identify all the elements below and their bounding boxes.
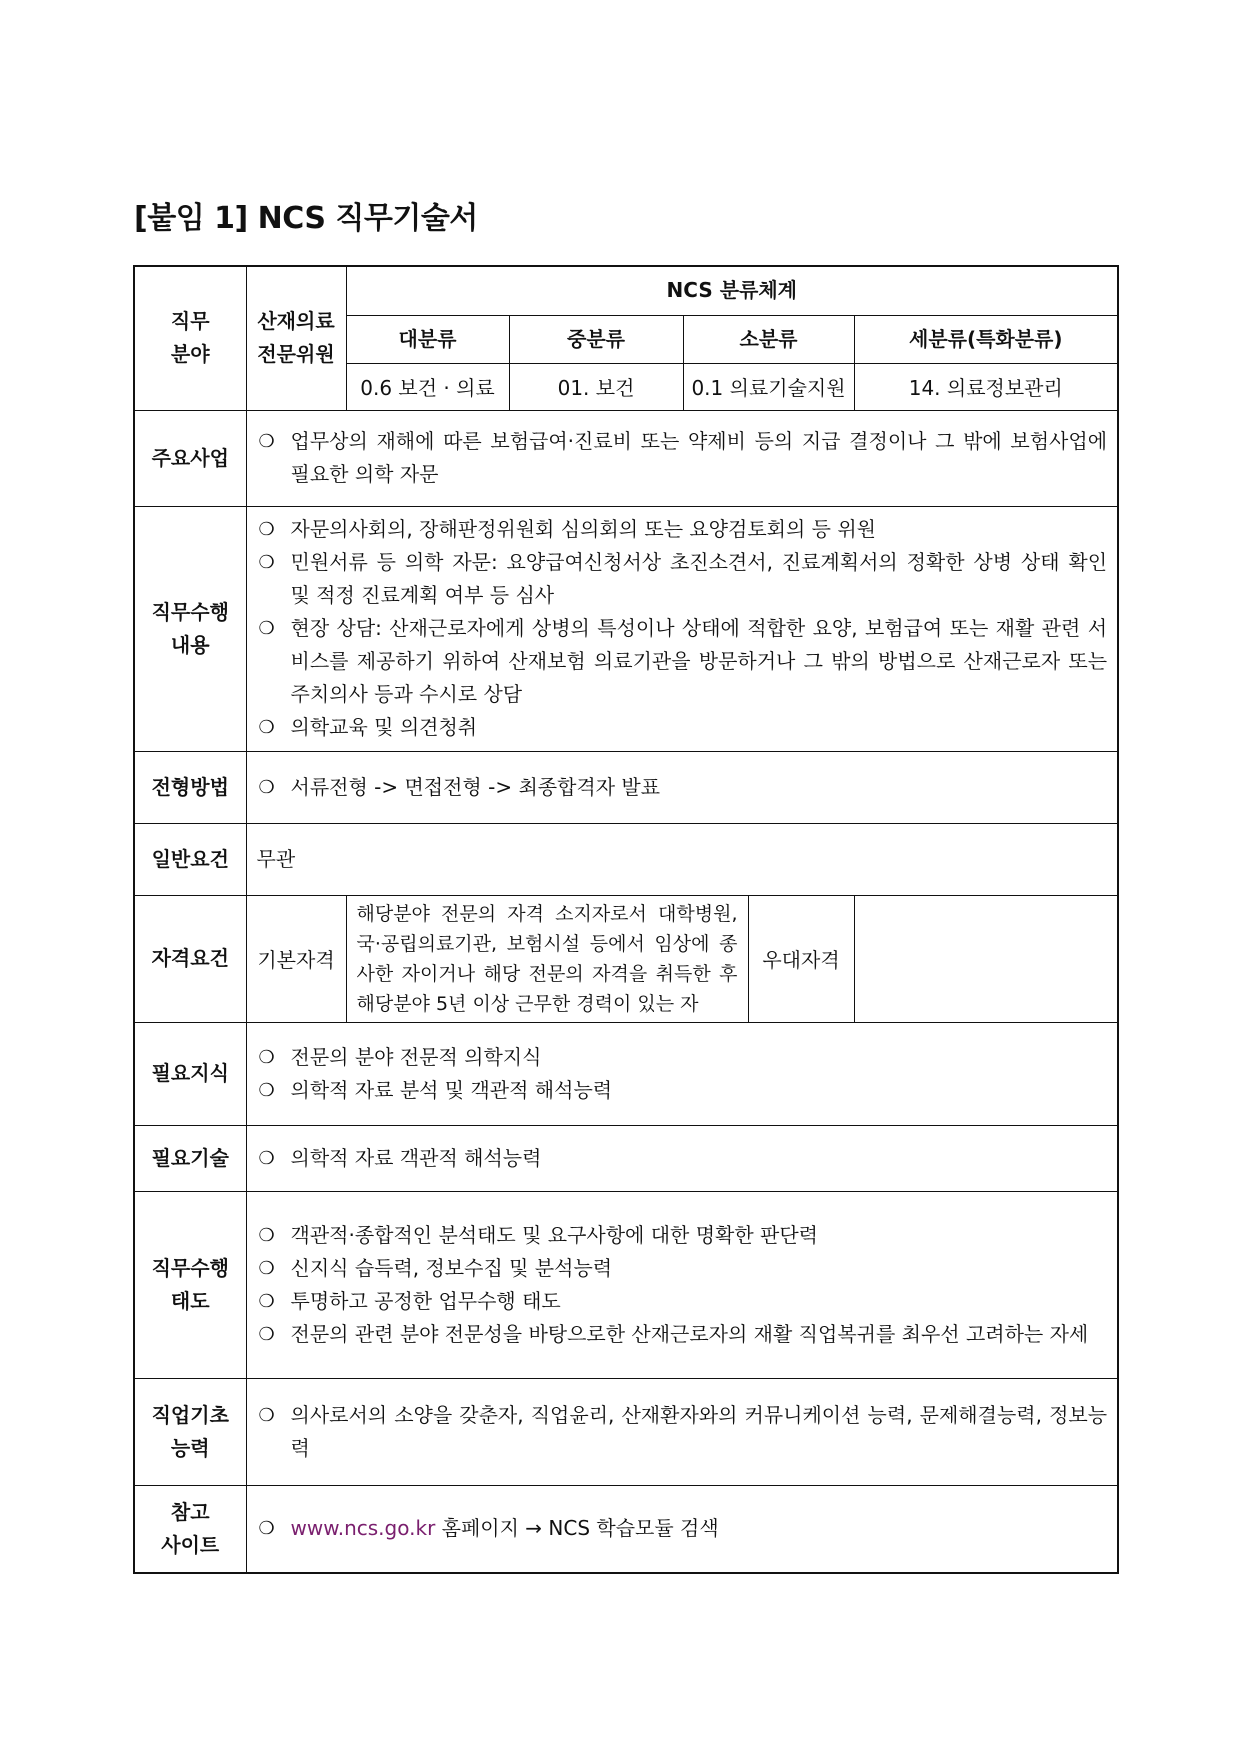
list-item: ❍ 현장 상담: 산재근로자에게 상병의 특성이나 상태에 적합한 요양, 보험급여 또는 재활 관련 서비스를 제공하기 위하여 산재보험 의료기관을 방문하거나 그 밖의 방법으로 산재근로자 또는 주치의사 등과 수시로 상담 bbox=[259, 612, 1108, 711]
job-field-label: 직무 분야 bbox=[134, 266, 246, 410]
list-item: ❍ 민원서류 등 의학 자문: 요양급여신청서상 초진소견서, 진료계획서의 정확한 상병 상태 확인 및 적정 진료계획 여부 등 심사 bbox=[259, 546, 1108, 612]
main-business-content bbox=[246, 410, 1118, 506]
cat-header-detail: 세분류(특화분류) bbox=[854, 315, 1118, 363]
basic-qualification-label: 기본자격 bbox=[246, 895, 346, 1022]
list-item: ❍ 신지식 습득력, 정보수집 및 분석능력 bbox=[259, 1252, 1108, 1285]
attitude-content bbox=[246, 1191, 1118, 1378]
preferred-qualification-value bbox=[854, 895, 1118, 1022]
selection-label: 전형방법 bbox=[134, 751, 246, 823]
duties-label: 직무수행 내용 bbox=[134, 506, 246, 751]
list-item: ❍ 객관적·종합적인 분석태도 및 요구사항에 대한 명확한 판단력 bbox=[259, 1219, 1108, 1252]
cat-header-major: 대분류 bbox=[346, 315, 509, 363]
list-item: ❍ 의사로서의 소양을 갖춘자, 직업윤리, 산재환자와의 커뮤니케이션 능력, 문제해결능력, 정보능력 bbox=[259, 1399, 1108, 1465]
list-item: ❍ 투명하고 공정한 업무수행 태도 bbox=[259, 1285, 1108, 1318]
list-item: ❍ 자문의사회의, 장해판정위원회 심의회의 또는 요양검토회의 등 위원 bbox=[259, 513, 1108, 546]
job-field-value: 산재의료 전문위원 bbox=[246, 266, 346, 410]
duties-content bbox=[246, 506, 1118, 751]
knowledge-content bbox=[246, 1022, 1118, 1125]
general-label: 일반요건 bbox=[134, 823, 246, 895]
cat-value-major: 0.6 보건 · 의료 bbox=[346, 363, 509, 410]
list-item: ❍ 전문의 분야 전문적 의학지식 bbox=[259, 1041, 1108, 1074]
list-item: ❍ 의학적 자료 객관적 해석능력 bbox=[259, 1142, 1108, 1175]
general-value: 무관 bbox=[246, 823, 1118, 895]
list-item: ❍ 서류전형 -> 면접전형 -> 최종합격자 발표 bbox=[259, 771, 1108, 804]
knowledge-label: 필요지식 bbox=[134, 1022, 246, 1125]
skills-label: 필요기술 bbox=[134, 1125, 246, 1191]
list-item: ❍ 업무상의 재해에 따른 보험급여·진료비 또는 약제비 등의 지급 결정이나 그 밖에 보험사업에 필요한 의학 자문 bbox=[259, 425, 1108, 491]
basic-qualification-value: 해당분야 전문의 자격 소지자로서 대학병원, 국·공립의료기관, 보험시설 등에서 임상에 종사한 자이거나 해당 전문의 자격을 취득한 후 해당분야 5년 이상 근무한 경력이 있는 자 bbox=[346, 895, 748, 1022]
cat-value-middle: 01. 보건 bbox=[509, 363, 683, 410]
reference-content bbox=[246, 1485, 1118, 1573]
attitude-label: 직무수행 태도 bbox=[134, 1191, 246, 1378]
basic-ability-label: 직업기초 능력 bbox=[134, 1378, 246, 1485]
preferred-qualification-label: 우대자격 bbox=[748, 895, 854, 1022]
cat-value-detail: 14. 의료정보관리 bbox=[854, 363, 1118, 410]
skills-content bbox=[246, 1125, 1118, 1191]
reference-label: 참고 사이트 bbox=[134, 1485, 246, 1573]
qualification-label: 자격요건 bbox=[134, 895, 246, 1022]
main-business-label: 주요사업 bbox=[134, 410, 246, 506]
list-item bbox=[259, 1512, 1108, 1545]
cat-value-minor: 0.1 의료기술지원 bbox=[683, 363, 854, 410]
cat-header-middle: 중분류 bbox=[509, 315, 683, 363]
document-title: [붙임 1] NCS 직무기술서 bbox=[134, 201, 478, 236]
job-description-table bbox=[133, 265, 1119, 1574]
basic-ability-content bbox=[246, 1378, 1118, 1485]
ncs-site-link[interactable]: www.ncs.go.kr bbox=[290, 1516, 436, 1541]
cat-header-minor: 소분류 bbox=[683, 315, 854, 363]
selection-content bbox=[246, 751, 1118, 823]
ncs-header: NCS 분류체계 bbox=[346, 266, 1118, 315]
list-item: ❍ 의학적 자료 분석 및 객관적 해석능력 bbox=[259, 1074, 1108, 1107]
reference-text: 홈페이지 → NCS 학습모듈 검색 bbox=[435, 1516, 719, 1541]
list-item: ❍ 전문의 관련 분야 전문성을 바탕으로한 산재근로자의 재활 직업복귀를 최우선 고려하는 자세 bbox=[259, 1318, 1108, 1351]
list-item: ❍ 의학교육 및 의견청취 bbox=[259, 711, 1108, 744]
